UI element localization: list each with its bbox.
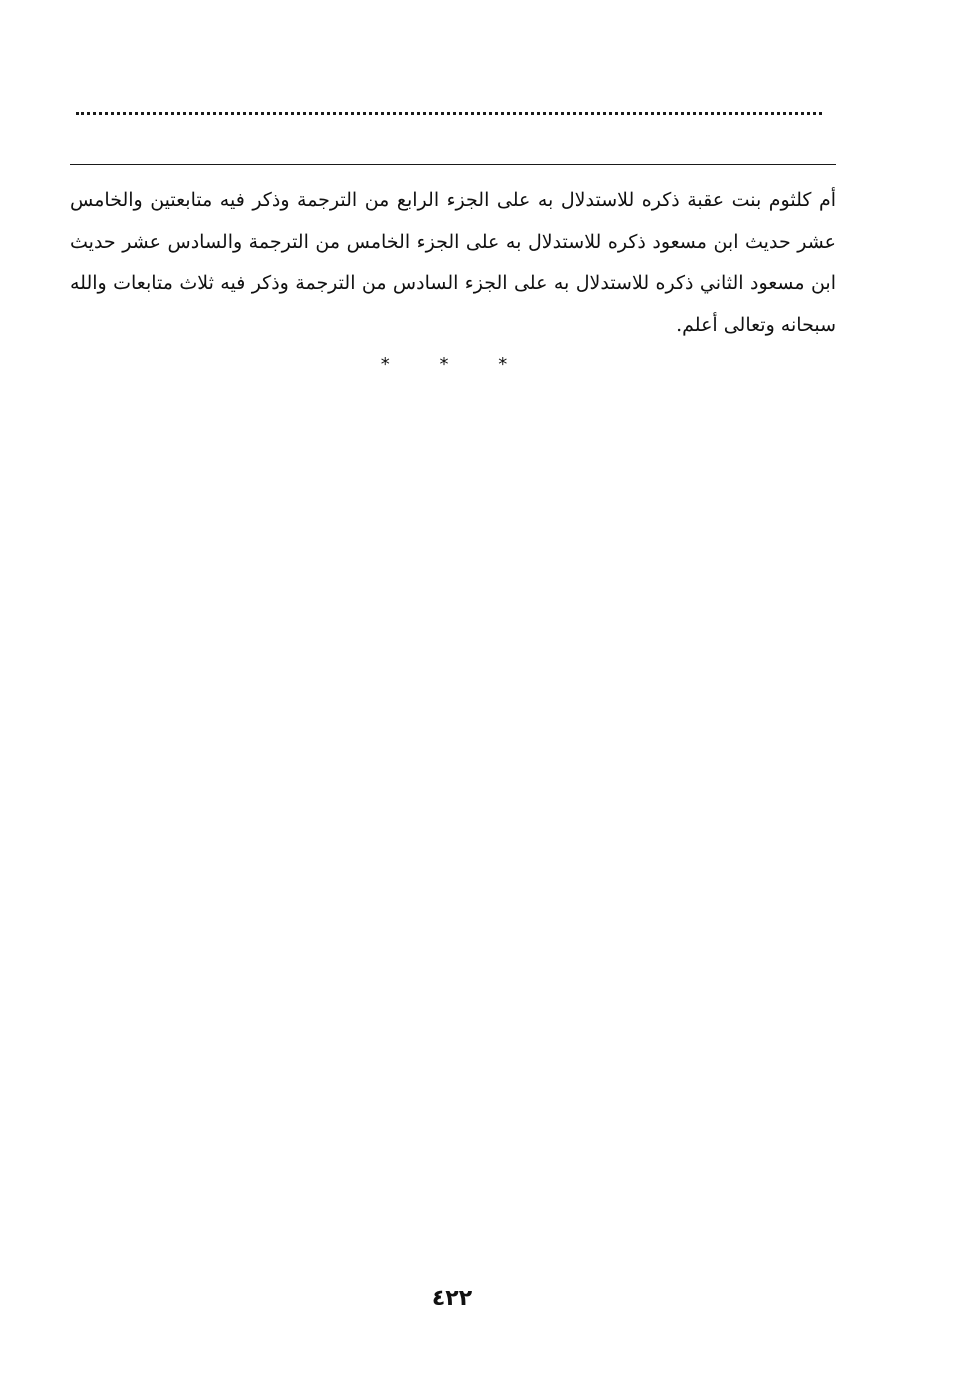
page-number: ٤٢٢ bbox=[431, 1286, 473, 1311]
dotted-separator-line bbox=[76, 112, 822, 115]
body-paragraph: أم كلثوم بنت عقبة ذكره للاستدلال به على الجزء الرابع من الترجمة وذكر فيه متابعتين والخامس عشر حديث ابن مسعود ذكره للاستدلال به على الجزء الخامس من الترجمة والسادس عشر حديث ابن مسعود الثاني ذكره للاستدلال به على الجزء السادس من الترجمة وذكر فيه ثلاث متابعات والله سبحانه وتعالى أعلم. bbox=[70, 189, 836, 336]
section-separator-asterisks: * * * bbox=[380, 354, 530, 375]
footnote-rule bbox=[70, 164, 836, 165]
